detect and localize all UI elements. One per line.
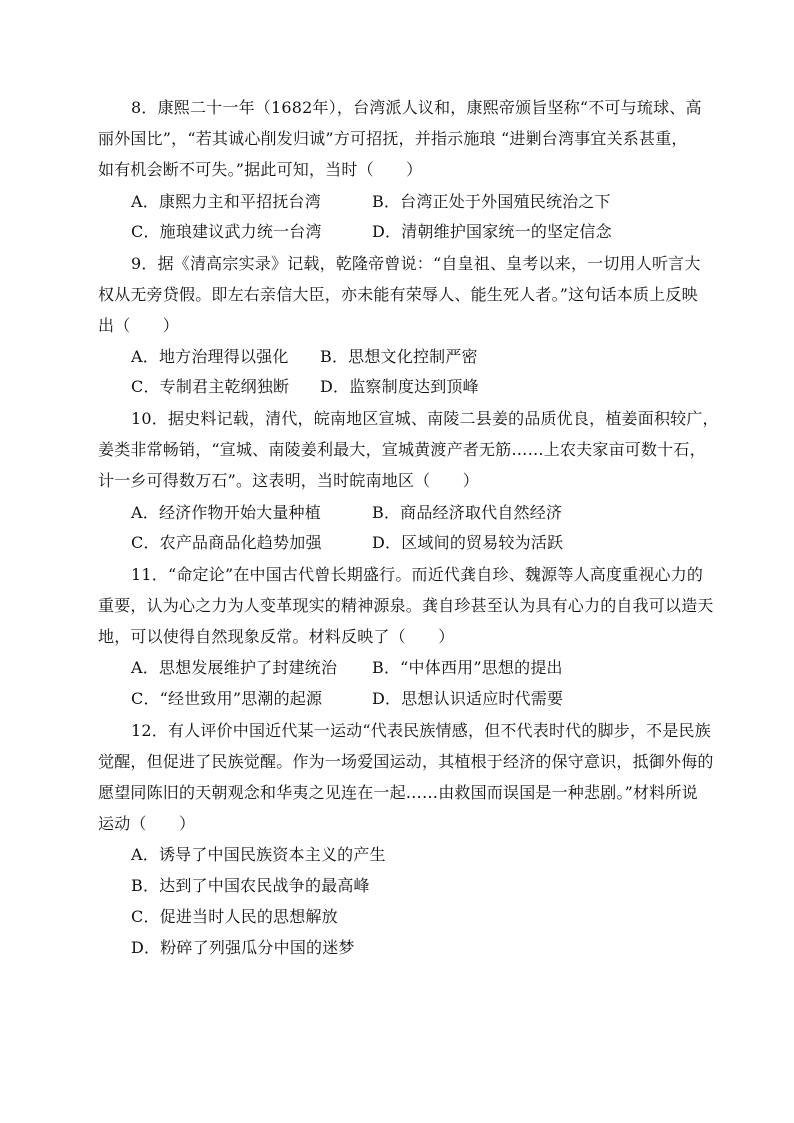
question-11-option-b[interactable]: B．“中体西用”思想的提出 [372, 658, 563, 677]
question-11-option-c[interactable]: C．“经世致用”思潮的起源 [131, 689, 323, 708]
question-10-option-b[interactable]: B．商品经济取代自然经济 [372, 503, 563, 522]
question-12-line-2: 觉醒，但促进了民族觉醒。作为一场爱国运动，其植根于经济的保守意识，抵御外侮的 [98, 752, 714, 771]
question-10-line-1: 10．据史料记载，清代，皖南地区宣城、南陵二县姜的品质优良，植姜面积较广， [131, 409, 719, 428]
question-10-line-2: 姜类非常畅销，“宣城、南陵姜利最大，宣城黄渡产者无筋……上农夫家亩可数十石， [98, 440, 706, 459]
question-11-line-3: 地，可以使得自然现象反常。材料反映了（ ） [98, 627, 455, 646]
question-12-line-4: 运动（ ） [98, 814, 196, 833]
question-11-option-d[interactable]: D．思想认识适应时代需要 [372, 689, 564, 708]
question-11-option-a[interactable]: A．思想发展维护了封建统治 [131, 658, 338, 677]
question-11-line-1: 11．“命定论”在中国古代曾长期盛行。而近代龚自珍、魏源等人高度重视心力的 [131, 565, 704, 584]
question-8-line-3: 如有机会断不可失。”据此可知，当时（ ） [98, 160, 423, 179]
question-8-option-d[interactable]: D．清朝维护国家统一的坚定信念 [372, 222, 612, 241]
question-9-option-b[interactable]: B．思想文化控制严密 [320, 347, 478, 366]
question-10-line-3: 计一乡可得数万石”。这表明，当时皖南地区（ ） [98, 471, 479, 490]
question-8-option-c[interactable]: C．施琅建议武力统一台湾 [131, 222, 322, 241]
question-8-option-b[interactable]: B．台湾正处于外国殖民统治之下 [372, 192, 611, 211]
question-8-option-a[interactable]: A．康熙力主和平招抚台湾 [131, 192, 321, 211]
question-12-option-a[interactable]: A．诱导了中国民族资本主义的产生 [131, 845, 386, 864]
question-11-line-2: 重要，认为心之力为人变革现实的精神源泉。龚自珍甚至认为具有心力的自我可以造天 [98, 596, 714, 615]
question-12-option-c[interactable]: C．促进当时人民的思想解放 [131, 907, 338, 926]
question-8-line-1: 8．康熙二十一年（1682年），台湾派人议和，康熙帝颁旨坚称“不可与琉球、高 [131, 98, 702, 117]
question-9-line-3: 出（ ） [98, 316, 180, 335]
question-10-option-c[interactable]: C．农产品商品化趋势加强 [131, 533, 322, 552]
question-12-line-1: 12．有人评价中国近代某一运动“代表民族情感，但不代表时代的脚步，不是民族 [131, 721, 711, 740]
question-9-option-c[interactable]: C．专制君主乾纲独断 [131, 377, 290, 396]
question-8-line-2: 丽外国比”，“若其诚心削发归诚”方可招抚，并指示施琅 “进剿台湾事宜关系甚重， [98, 129, 688, 148]
question-12-line-3: 愿望同陈旧的天朝观念和华夷之见连在一起……由救国而误国是一种悲剧。”材料所说 [98, 783, 698, 802]
question-12-option-b[interactable]: B．达到了中国农民战争的最高峰 [131, 876, 370, 895]
question-12-option-d[interactable]: D．粉碎了列强瓜分中国的迷梦 [131, 938, 355, 957]
question-9-option-a[interactable]: A．地方治理得以强化 [131, 347, 289, 366]
question-9-line-2: 权从无旁贷假。即左右亲信大臣，亦未能有荣辱人、能生死人者。”这句话本质上反映 [98, 285, 698, 304]
question-9-option-d[interactable]: D．监察制度达到顶峰 [320, 377, 479, 396]
question-9-line-1: 9．据《清高宗实录》记载，乾隆帝曾说：“自皇祖、皇考以来，一切用人听言大 [131, 254, 701, 273]
question-10-option-a[interactable]: A．经济作物开始大量种植 [131, 503, 321, 522]
question-10-option-d[interactable]: D．区域间的贸易较为活跃 [372, 533, 564, 552]
